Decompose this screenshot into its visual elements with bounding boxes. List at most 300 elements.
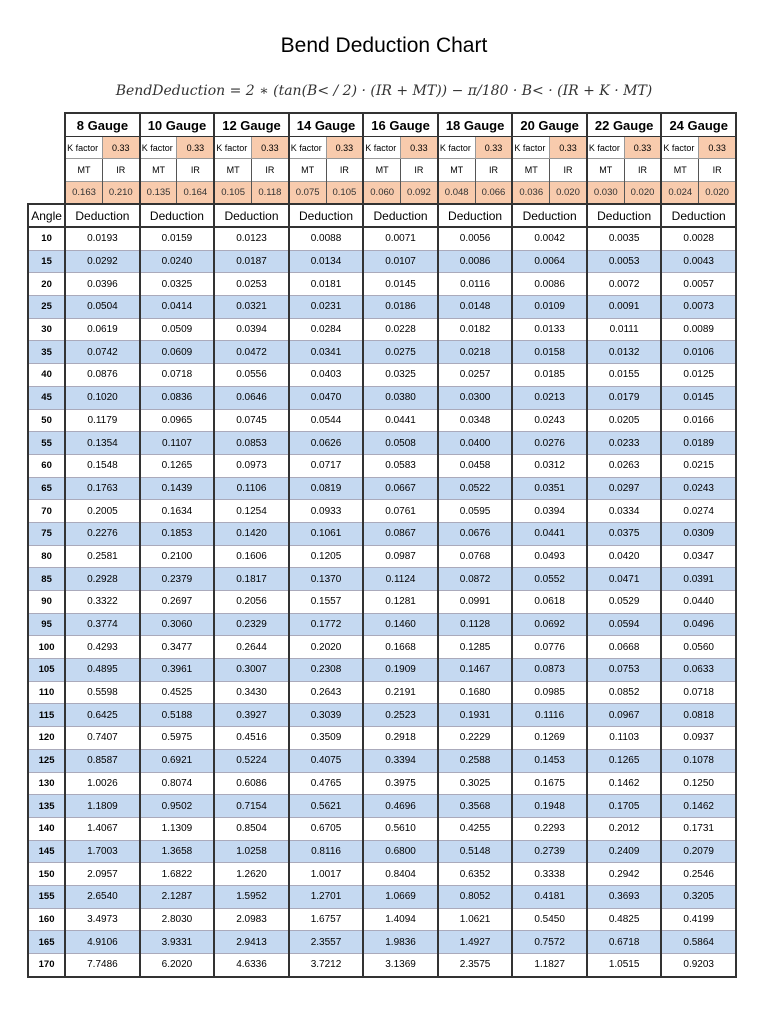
deduction-cell: 0.0458 [438, 454, 513, 477]
table-row [28, 613, 736, 636]
angle-cell: 130 [28, 772, 65, 795]
deduction-cell: 0.0396 [65, 273, 140, 296]
deduction-cell: 0.2229 [438, 727, 513, 750]
mt-value: 0.135 [140, 182, 177, 205]
deduction-cell: 0.0263 [587, 454, 662, 477]
deduction-cell: 0.1731 [661, 817, 736, 840]
k-factor-value: 0.33 [102, 137, 139, 159]
deduction-cell: 1.0258 [214, 840, 289, 863]
deduction-cell: 0.0193 [65, 227, 140, 250]
deduction-cell: 0.0819 [289, 477, 364, 500]
deduction-cell: 0.0619 [65, 318, 140, 341]
table-row [28, 273, 736, 296]
ir-label: IR [251, 159, 288, 182]
deduction-cell: 1.0669 [363, 885, 438, 908]
table-row [28, 341, 736, 364]
deduction-cell: 1.2701 [289, 885, 364, 908]
deduction-cell: 0.0186 [363, 296, 438, 319]
deduction-cell: 0.0111 [587, 318, 662, 341]
deduction-cell: 0.0509 [140, 318, 215, 341]
deduction-cell: 2.8030 [140, 908, 215, 931]
deduction-cell: 0.0028 [661, 227, 736, 250]
deduction-cell: 0.0496 [661, 613, 736, 636]
deduction-cell: 0.0965 [140, 409, 215, 432]
deduction-cell: 1.2620 [214, 863, 289, 886]
table-row [28, 522, 736, 545]
deduction-cell: 0.0064 [512, 250, 587, 273]
deduction-cell: 0.5224 [214, 749, 289, 772]
deduction-cell: 0.0504 [65, 296, 140, 319]
mt-label: MT [140, 159, 177, 182]
k-factor-value: 0.33 [699, 137, 736, 159]
angle-cell: 65 [28, 477, 65, 500]
deduction-cell: 0.6425 [65, 704, 140, 727]
angle-cell: 105 [28, 659, 65, 682]
ir-label: IR [401, 159, 438, 182]
deduction-cell: 0.1254 [214, 500, 289, 523]
deduction-cell: 0.1370 [289, 568, 364, 591]
deduction-cell: 0.2546 [661, 863, 736, 886]
page-title: Bend Deduction Chart [280, 34, 488, 57]
ir-value: 0.118 [251, 182, 288, 205]
deduction-cell: 0.3430 [214, 681, 289, 704]
table-row [28, 681, 736, 704]
deduction-cell: 0.2523 [363, 704, 438, 727]
gauge-header: 20 Gauge [512, 113, 587, 137]
deduction-cell: 2.6540 [65, 885, 140, 908]
deduction-cell: 0.2276 [65, 522, 140, 545]
deduction-cell: 0.0967 [587, 704, 662, 727]
deduction-cell: 0.4255 [438, 817, 513, 840]
deduction-cell: 0.1265 [140, 454, 215, 477]
deduction-cell: 1.0026 [65, 772, 140, 795]
deduction-cell: 0.4525 [140, 681, 215, 704]
deduction-cell: 0.0440 [661, 591, 736, 614]
k-factor-value: 0.33 [475, 137, 512, 159]
deduction-header: Deduction [363, 204, 438, 227]
deduction-cell: 0.2005 [65, 500, 140, 523]
angle-cell: 140 [28, 817, 65, 840]
deduction-cell: 2.3557 [289, 931, 364, 954]
ir-label: IR [624, 159, 661, 182]
angle-cell: 150 [28, 863, 65, 886]
deduction-cell: 0.5598 [65, 681, 140, 704]
deduction-cell: 0.1462 [587, 772, 662, 795]
deduction-cell: 0.0441 [512, 522, 587, 545]
deduction-cell: 0.0123 [214, 227, 289, 250]
deduction-cell: 0.0776 [512, 636, 587, 659]
deduction-cell: 0.0633 [661, 659, 736, 682]
deduction-cell: 0.0768 [438, 545, 513, 568]
deduction-cell: 0.0472 [214, 341, 289, 364]
deduction-cell: 0.0718 [140, 364, 215, 387]
deduction-cell: 0.1557 [289, 591, 364, 614]
deduction-header: Deduction [661, 204, 736, 227]
angle-cell: 50 [28, 409, 65, 432]
deduction-cell: 0.0057 [661, 273, 736, 296]
deduction-cell: 2.3575 [438, 954, 513, 977]
table-row [28, 296, 736, 319]
mt-value: 0.060 [363, 182, 400, 205]
deduction-cell: 1.7003 [65, 840, 140, 863]
angle-cell: 30 [28, 318, 65, 341]
corner-blank [28, 182, 65, 205]
deduction-cell: 0.2379 [140, 568, 215, 591]
deduction-cell: 0.3394 [363, 749, 438, 772]
deduction-cell: 0.0086 [438, 250, 513, 273]
deduction-cell: 0.9203 [661, 954, 736, 977]
k-factor-label: K factor [438, 137, 475, 159]
table-row [28, 749, 736, 772]
deduction-cell: 0.8504 [214, 817, 289, 840]
deduction-cell: 0.0274 [661, 500, 736, 523]
ir-label: IR [699, 159, 736, 182]
deduction-cell: 0.2191 [363, 681, 438, 704]
deduction-cell: 0.0309 [661, 522, 736, 545]
deduction-cell: 0.1116 [512, 704, 587, 727]
deduction-cell: 0.0973 [214, 454, 289, 477]
deduction-cell: 0.2643 [289, 681, 364, 704]
gauge-header: 22 Gauge [587, 113, 662, 137]
mt-label: MT [587, 159, 624, 182]
deduction-cell: 0.2329 [214, 613, 289, 636]
deduction-cell: 0.7154 [214, 795, 289, 818]
deduction-cell: 0.0493 [512, 545, 587, 568]
angle-cell: 20 [28, 273, 65, 296]
deduction-cell: 0.6352 [438, 863, 513, 886]
deduction-cell: 0.0086 [512, 273, 587, 296]
mt-ir-label-row [28, 159, 736, 182]
deduction-cell: 0.0646 [214, 386, 289, 409]
deduction-cell: 0.1269 [512, 727, 587, 750]
deduction-cell: 0.4181 [512, 885, 587, 908]
deduction-cell: 0.0852 [587, 681, 662, 704]
deduction-cell: 0.0594 [587, 613, 662, 636]
deduction-cell: 0.0836 [140, 386, 215, 409]
k-factor-label: K factor [661, 137, 698, 159]
deduction-cell: 0.1020 [65, 386, 140, 409]
deduction-cell: 3.9331 [140, 931, 215, 954]
deduction-cell: 0.4075 [289, 749, 364, 772]
k-factor-value: 0.33 [251, 137, 288, 159]
deduction-header: Deduction [289, 204, 364, 227]
deduction-cell: 0.0181 [289, 273, 364, 296]
angle-cell: 100 [28, 636, 65, 659]
gauge-header: 14 Gauge [289, 113, 364, 137]
deduction-cell: 0.0089 [661, 318, 736, 341]
deduction-cell: 0.0753 [587, 659, 662, 682]
deduction-cell: 0.0205 [587, 409, 662, 432]
deduction-cell: 0.0213 [512, 386, 587, 409]
deduction-cell: 0.6086 [214, 772, 289, 795]
angle-cell: 115 [28, 704, 65, 727]
deduction-cell: 0.8587 [65, 749, 140, 772]
ir-value: 0.020 [624, 182, 661, 205]
mt-label: MT [214, 159, 251, 182]
deduction-cell: 0.0348 [438, 409, 513, 432]
deduction-cell: 0.0595 [438, 500, 513, 523]
k-factor-value: 0.33 [624, 137, 661, 159]
deduction-cell: 0.0717 [289, 454, 364, 477]
table-row [28, 636, 736, 659]
ir-label: IR [550, 159, 587, 182]
table-row [28, 954, 736, 977]
gauge-header-row [28, 113, 736, 137]
deduction-cell: 0.0035 [587, 227, 662, 250]
deduction-cell: 4.6336 [214, 954, 289, 977]
table-row [28, 318, 736, 341]
ir-label: IR [475, 159, 512, 182]
deduction-cell: 0.0056 [438, 227, 513, 250]
k-factor-value: 0.33 [401, 137, 438, 159]
ir-label: IR [102, 159, 139, 182]
gauge-header: 8 Gauge [65, 113, 140, 137]
deduction-cell: 0.0257 [438, 364, 513, 387]
ir-value: 0.210 [102, 182, 139, 205]
deduction-cell: 0.0185 [512, 364, 587, 387]
deduction-cell: 0.1128 [438, 613, 513, 636]
deduction-cell: 0.0347 [661, 545, 736, 568]
deduction-cell: 0.2928 [65, 568, 140, 591]
deduction-cell: 6.2020 [140, 954, 215, 977]
deduction-cell: 0.5621 [289, 795, 364, 818]
mt-label: MT [512, 159, 549, 182]
deduction-cell: 0.0391 [661, 568, 736, 591]
deduction-cell: 0.0297 [587, 477, 662, 500]
deduction-cell: 0.2644 [214, 636, 289, 659]
angle-cell: 135 [28, 795, 65, 818]
bend-deduction-formula [0, 72, 768, 110]
angle-cell: 90 [28, 591, 65, 614]
angle-cell: 15 [28, 250, 65, 273]
deduction-cell: 0.1285 [438, 636, 513, 659]
deduction-cell: 0.0053 [587, 250, 662, 273]
deduction-cell: 0.0933 [289, 500, 364, 523]
deduction-cell: 0.9502 [140, 795, 215, 818]
deduction-cell: 0.1853 [140, 522, 215, 545]
deduction-cell: 0.0073 [661, 296, 736, 319]
angle-cell: 80 [28, 545, 65, 568]
deduction-cell: 0.1668 [363, 636, 438, 659]
deduction-cell: 0.1205 [289, 545, 364, 568]
deduction-cell: 0.0166 [661, 409, 736, 432]
deduction-cell: 2.1287 [140, 885, 215, 908]
k-factor-label: K factor [214, 137, 251, 159]
k-factor-label: K factor [512, 137, 549, 159]
deduction-cell: 0.1634 [140, 500, 215, 523]
deduction-cell: 1.4094 [363, 908, 438, 931]
table-row [28, 817, 736, 840]
gauge-header: 10 Gauge [140, 113, 215, 137]
deduction-cell: 0.0583 [363, 454, 438, 477]
gauge-header: 16 Gauge [363, 113, 438, 137]
deduction-cell: 0.0818 [661, 704, 736, 727]
deduction-cell: 0.0125 [661, 364, 736, 387]
deduction-cell: 1.3658 [140, 840, 215, 863]
deduction-cell: 0.0552 [512, 568, 587, 591]
ir-value: 0.092 [401, 182, 438, 205]
deduction-cell: 0.0091 [587, 296, 662, 319]
deduction-cell: 0.5148 [438, 840, 513, 863]
deduction-cell: 0.0300 [438, 386, 513, 409]
deduction-cell: 7.7486 [65, 954, 140, 977]
deduction-cell: 0.0403 [289, 364, 364, 387]
deduction-cell: 0.8052 [438, 885, 513, 908]
deduction-cell: 0.0233 [587, 432, 662, 455]
deduction-cell: 0.1179 [65, 409, 140, 432]
deduction-cell: 0.1078 [661, 749, 736, 772]
angle-cell: 95 [28, 613, 65, 636]
deduction-cell: 0.0187 [214, 250, 289, 273]
deduction-cell: 1.4927 [438, 931, 513, 954]
deduction-cell: 0.1439 [140, 477, 215, 500]
table-row [28, 659, 736, 682]
mt-ir-value-row [28, 182, 736, 205]
deduction-cell: 0.0159 [140, 227, 215, 250]
deduction-cell: 0.0275 [363, 341, 438, 364]
angle-cell: 110 [28, 681, 65, 704]
deduction-cell: 0.1548 [65, 454, 140, 477]
angle-cell: 170 [28, 954, 65, 977]
deduction-cell: 0.2409 [587, 840, 662, 863]
table-row [28, 885, 736, 908]
deduction-cell: 0.0231 [289, 296, 364, 319]
deduction-cell: 0.1420 [214, 522, 289, 545]
deduction-cell: 0.0867 [363, 522, 438, 545]
table-row [28, 227, 736, 250]
deduction-cell: 0.0134 [289, 250, 364, 273]
deduction-cell: 0.2308 [289, 659, 364, 682]
deduction-cell: 0.2697 [140, 591, 215, 614]
ir-label: IR [177, 159, 214, 182]
angle-cell: 120 [28, 727, 65, 750]
table-row [28, 409, 736, 432]
table-row [28, 772, 736, 795]
k-factor-row [28, 137, 736, 159]
ir-value: 0.066 [475, 182, 512, 205]
gauge-header: 24 Gauge [661, 113, 736, 137]
deduction-cell: 0.1460 [363, 613, 438, 636]
deduction-cell: 0.2942 [587, 863, 662, 886]
deduction-cell: 0.0189 [661, 432, 736, 455]
deduction-cell: 0.0470 [289, 386, 364, 409]
deduction-cell: 0.0937 [661, 727, 736, 750]
deduction-cell: 0.3039 [289, 704, 364, 727]
deduction-cell: 0.0158 [512, 341, 587, 364]
angle-cell: 25 [28, 296, 65, 319]
deduction-cell: 0.3774 [65, 613, 140, 636]
deduction-cell: 4.9106 [65, 931, 140, 954]
ir-value: 0.164 [177, 182, 214, 205]
deduction-cell: 0.2581 [65, 545, 140, 568]
deduction-cell: 0.1817 [214, 568, 289, 591]
angle-cell: 85 [28, 568, 65, 591]
deduction-cell: 0.0179 [587, 386, 662, 409]
deduction-cell: 0.0560 [661, 636, 736, 659]
deduction-cell: 0.3927 [214, 704, 289, 727]
ir-value: 0.105 [326, 182, 363, 205]
deduction-cell: 0.0240 [140, 250, 215, 273]
deduction-cell: 0.0872 [438, 568, 513, 591]
deduction-cell: 0.5610 [363, 817, 438, 840]
deduction-cell: 0.1106 [214, 477, 289, 500]
table-row [28, 704, 736, 727]
deduction-header: Deduction [587, 204, 662, 227]
deduction-cell: 0.0148 [438, 296, 513, 319]
deduction-cell: 0.4516 [214, 727, 289, 750]
gauge-header: 18 Gauge [438, 113, 513, 137]
deduction-cell: 0.1909 [363, 659, 438, 682]
deduction-cell: 0.0761 [363, 500, 438, 523]
deduction-cell: 0.0985 [512, 681, 587, 704]
deduction-cell: 1.1309 [140, 817, 215, 840]
mt-value: 0.030 [587, 182, 624, 205]
deduction-cell: 0.8404 [363, 863, 438, 886]
deduction-cell: 0.0626 [289, 432, 364, 455]
deduction-cell: 0.1265 [587, 749, 662, 772]
table-row [28, 931, 736, 954]
deduction-cell: 0.0991 [438, 591, 513, 614]
deduction-cell: 0.0218 [438, 341, 513, 364]
deduction-cell: 1.1827 [512, 954, 587, 977]
deduction-cell: 0.3693 [587, 885, 662, 908]
table-row [28, 432, 736, 455]
deduction-cell: 0.0609 [140, 341, 215, 364]
deduction-cell: 0.5450 [512, 908, 587, 931]
deduction-cell: 0.0284 [289, 318, 364, 341]
deduction-cell: 0.0667 [363, 477, 438, 500]
deduction-cell: 0.2100 [140, 545, 215, 568]
mt-value: 0.105 [214, 182, 251, 205]
deduction-cell: 0.2293 [512, 817, 587, 840]
deduction-cell: 0.2020 [289, 636, 364, 659]
deduction-cell: 0.0394 [512, 500, 587, 523]
deduction-cell: 0.0145 [661, 386, 736, 409]
deduction-cell: 0.0668 [587, 636, 662, 659]
deduction-cell: 0.0742 [65, 341, 140, 364]
deduction-header: Deduction [438, 204, 513, 227]
k-factor-label: K factor [140, 137, 177, 159]
deduction-cell: 0.7572 [512, 931, 587, 954]
deduction-cell: 0.0692 [512, 613, 587, 636]
deduction-cell: 0.0292 [65, 250, 140, 273]
deduction-cell: 0.0394 [214, 318, 289, 341]
corner-blank [28, 113, 65, 137]
k-factor-label: K factor [289, 137, 326, 159]
formula-text: BendDeduction = 2 ∗ (tan(B< / 2) · (IR + MT)) − π/180 · B< · (IR + K · MT) [115, 83, 653, 99]
deduction-cell: 0.1354 [65, 432, 140, 455]
angle-cell: 45 [28, 386, 65, 409]
deduction-cell: 0.0375 [587, 522, 662, 545]
deduction-cell: 0.0873 [512, 659, 587, 682]
deduction-cell: 0.1675 [512, 772, 587, 795]
deduction-cell: 0.1931 [438, 704, 513, 727]
deduction-cell: 0.3007 [214, 659, 289, 682]
table-row [28, 364, 736, 387]
deduction-cell: 0.0718 [661, 681, 736, 704]
deduction-cell: 1.0515 [587, 954, 662, 977]
deduction-cell: 1.6757 [289, 908, 364, 931]
deduction-cell: 0.1948 [512, 795, 587, 818]
deduction-cell: 0.0400 [438, 432, 513, 455]
deduction-cell: 1.1809 [65, 795, 140, 818]
deduction-header: Deduction [65, 204, 140, 227]
angle-cell: 40 [28, 364, 65, 387]
deduction-cell: 0.0618 [512, 591, 587, 614]
k-factor-label: K factor [363, 137, 400, 159]
gauge-header: 12 Gauge [214, 113, 289, 137]
deduction-cell: 0.0228 [363, 318, 438, 341]
